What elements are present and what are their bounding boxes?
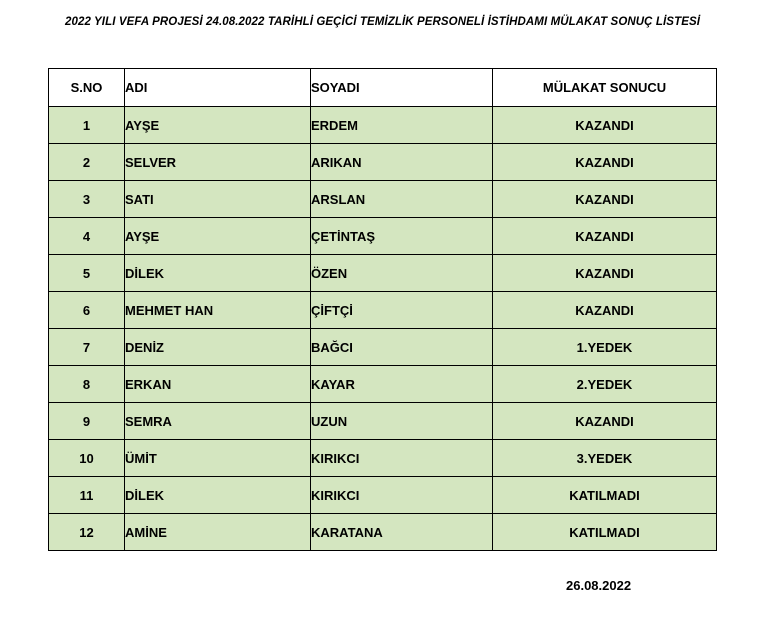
cell-soyad: KARATANA xyxy=(311,514,493,551)
cell-sonuc: KAZANDI xyxy=(493,403,717,440)
cell-soyad: ÇİFTÇİ xyxy=(311,292,493,329)
cell-sonuc: KAZANDI xyxy=(493,218,717,255)
document-title: 2022 YILI VEFA PROJESİ 24.08.2022 TARİHLİ GEÇİCİ TEMİZLİK PERSONELİ İSTİHDAMI MÜLAKAT SONUÇ LİSTESİ xyxy=(64,16,701,28)
table-row xyxy=(49,218,717,255)
cell-ad: DENİZ xyxy=(125,329,311,366)
cell-ad: ERKAN xyxy=(125,366,311,403)
cell-no: 1 xyxy=(49,107,125,144)
cell-soyad: ERDEM xyxy=(311,107,493,144)
table-row xyxy=(49,477,717,514)
cell-no: 7 xyxy=(49,329,125,366)
cell-no: 6 xyxy=(49,292,125,329)
cell-ad: AMİNE xyxy=(125,514,311,551)
cell-no: 9 xyxy=(49,403,125,440)
table-row xyxy=(49,144,717,181)
header-row xyxy=(49,69,717,107)
table-row xyxy=(49,514,717,551)
cell-no: 10 xyxy=(49,440,125,477)
table-row xyxy=(49,292,717,329)
cell-no: 4 xyxy=(49,218,125,255)
cell-sonuc: KAZANDI xyxy=(493,255,717,292)
cell-sonuc: 2.YEDEK xyxy=(493,366,717,403)
cell-no: 11 xyxy=(49,477,125,514)
cell-sonuc: 3.YEDEK xyxy=(493,440,717,477)
cell-no: 2 xyxy=(49,144,125,181)
cell-ad: ÜMİT xyxy=(125,440,311,477)
cell-ad: MEHMET HAN xyxy=(125,292,311,329)
table-row xyxy=(49,255,717,292)
table-row xyxy=(49,107,717,144)
cell-sonuc: KATILMADI xyxy=(493,477,717,514)
cell-soyad: ARIKAN xyxy=(311,144,493,181)
cell-soyad: UZUN xyxy=(311,403,493,440)
cell-ad: SELVER xyxy=(125,144,311,181)
cell-sonuc: KAZANDI xyxy=(493,181,717,218)
cell-sonuc: KAZANDI xyxy=(493,144,717,181)
cell-soyad: ARSLAN xyxy=(311,181,493,218)
table-row xyxy=(49,440,717,477)
cell-ad: DİLEK xyxy=(125,255,311,292)
cell-no: 5 xyxy=(49,255,125,292)
cell-soyad: KIRIKCI xyxy=(311,440,493,477)
table-row xyxy=(49,366,717,403)
cell-soyad: BAĞCI xyxy=(311,329,493,366)
cell-sonuc: KATILMADI xyxy=(493,514,717,551)
header-soyad: SOYADI xyxy=(311,69,493,107)
header-ad: ADI xyxy=(125,69,311,107)
cell-ad: DİLEK xyxy=(125,477,311,514)
cell-no: 12 xyxy=(49,514,125,551)
table-row xyxy=(49,329,717,366)
cell-ad: AYŞE xyxy=(125,107,311,144)
results-table xyxy=(48,68,717,551)
cell-soyad: ÖZEN xyxy=(311,255,493,292)
cell-no: 3 xyxy=(49,181,125,218)
document-date: 26.08.2022 xyxy=(566,578,632,593)
cell-sonuc: 1.YEDEK xyxy=(493,329,717,366)
table-row xyxy=(49,181,717,218)
cell-soyad: ÇETİNTAŞ xyxy=(311,218,493,255)
cell-ad: AYŞE xyxy=(125,218,311,255)
cell-soyad: KAYAR xyxy=(311,366,493,403)
header-no: S.NO xyxy=(49,69,125,107)
cell-soyad: KIRIKCI xyxy=(311,477,493,514)
cell-sonuc: KAZANDI xyxy=(493,107,717,144)
cell-no: 8 xyxy=(49,366,125,403)
header-sonuc: MÜLAKAT SONUCU xyxy=(493,69,717,107)
table-row xyxy=(49,403,717,440)
cell-sonuc: KAZANDI xyxy=(493,292,717,329)
cell-ad: SEMRA xyxy=(125,403,311,440)
cell-ad: SATI xyxy=(125,181,311,218)
